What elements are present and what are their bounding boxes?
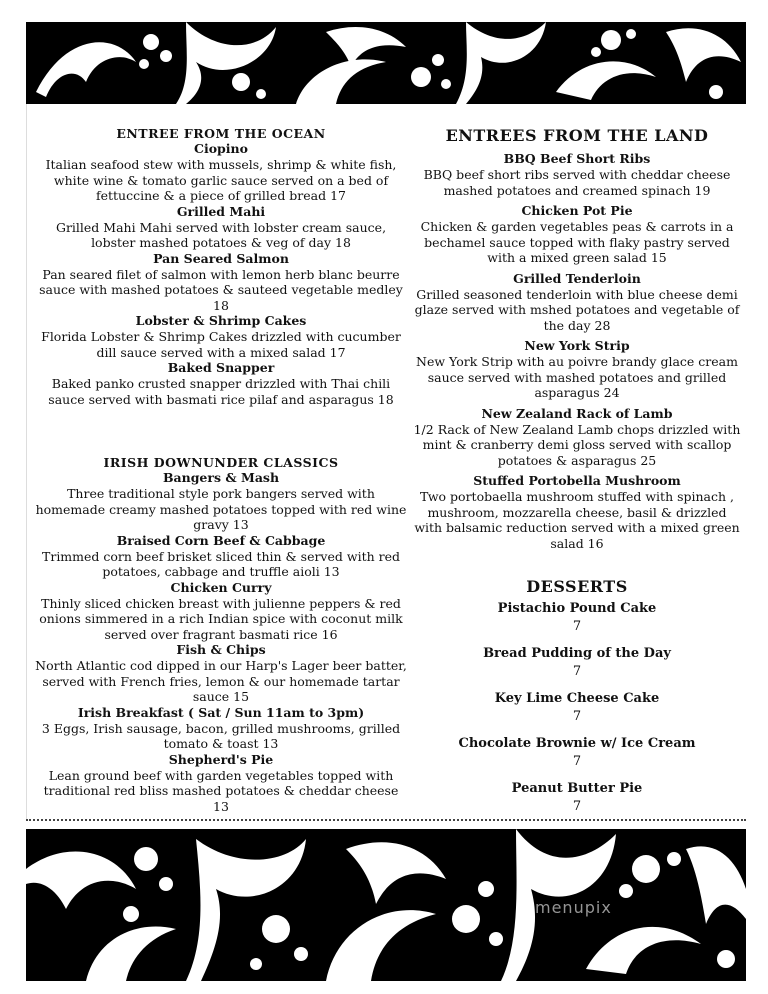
bottom-damask-banner bbox=[26, 829, 746, 981]
dessert-item bbox=[412, 735, 742, 770]
item-name: Lobster & Shrimp Cakes bbox=[135, 313, 307, 328]
item-description: Chicken & garden vegetables peas & carrots in a bechamel sauce topped with flaky pastry served with a mixed green salad 15 bbox=[420, 219, 734, 265]
dessert-item bbox=[412, 690, 742, 725]
item-name: Chicken Pot Pie bbox=[521, 203, 633, 218]
ocean-item-list bbox=[34, 141, 408, 407]
item-name: Stuffed Portobella Mushroom bbox=[473, 473, 681, 488]
item-description: Two portobaella mushroom stuffed with spinach , mushroom, mozzarella cheese, basil & drizzled with balsamic reduction served with a mixed green salad 16 bbox=[414, 489, 740, 551]
item-name: Shepherd's Pie bbox=[168, 751, 274, 767]
item-name: Braised Corn Beef & Cabbage bbox=[116, 532, 326, 548]
dessert-name: Bread Pudding of the Day bbox=[483, 646, 671, 661]
dessert-item bbox=[412, 780, 742, 815]
item-name: Bangers & Mash bbox=[162, 470, 280, 485]
menu-item bbox=[412, 338, 742, 401]
menu-item bbox=[412, 151, 742, 198]
menu-item bbox=[34, 533, 408, 580]
dessert-name: Key Lime Cheese Cake bbox=[494, 691, 660, 706]
section-spacer bbox=[34, 407, 408, 453]
menu-item bbox=[34, 470, 408, 533]
menu-item bbox=[34, 251, 408, 314]
item-description: Baked panko crusted snapper drizzled with Thai chili sauce served with basmati rice pilaf and asparagus 18 bbox=[48, 376, 394, 407]
menu-item bbox=[34, 141, 408, 204]
menu-item bbox=[34, 580, 408, 643]
menu-item bbox=[412, 473, 742, 551]
item-description: Florida Lobster & Shrimp Cakes drizzled with cucumber dill sauce served with a mixed salad 17 bbox=[41, 329, 401, 360]
item-description: Thinly sliced chicken breast with julienne peppers & red onions simmered in a rich Indian spice with coconut milk served over fragrant basmati rice 16 bbox=[39, 595, 403, 642]
dessert-name: Chocolate Brownie w/ Ice Cream bbox=[458, 736, 696, 751]
item-description: BBQ beef short ribs served with cheddar cheese mashed potatoes and creamed spinach 19 bbox=[423, 167, 731, 198]
dessert-item bbox=[412, 645, 742, 680]
menu-item bbox=[34, 204, 408, 251]
menu-item bbox=[34, 752, 408, 815]
item-name: Ciopino bbox=[194, 141, 248, 156]
item-description: North Atlantic cod dipped in our Harp's Lager beer batter, served with French fries, lemon & our homemade tartar sauce 15 bbox=[35, 658, 407, 704]
page-edge-line bbox=[26, 104, 27, 819]
dessert-price: 7 bbox=[572, 664, 582, 679]
item-description: Trimmed corn beef brisket sliced thin & served with red potatoes, cabbage and truffle aioli 13 bbox=[42, 548, 400, 579]
left-column bbox=[34, 124, 408, 814]
item-description: Grilled Mahi Mahi served with lobster cream sauce, lobster mashed potatoes & veg of day 18 bbox=[55, 219, 387, 250]
dessert-price: 7 bbox=[572, 619, 582, 634]
dessert-item bbox=[412, 600, 742, 635]
dessert-price: 7 bbox=[572, 799, 582, 814]
item-name: Baked Snapper bbox=[167, 360, 275, 375]
item-description: Italian seafood stew with mussels, shrimp & white fish, white wine & tomato garlic sauce served on a bed of fettuccine & a piece of grilled bread 17 bbox=[45, 157, 397, 203]
menu-item bbox=[412, 406, 742, 469]
dessert-price: 7 bbox=[572, 709, 582, 724]
right-column bbox=[412, 124, 742, 815]
item-description: Three traditional style pork bangers served with homemade creamy mashed potatoes topped with red wine gravy 13 bbox=[35, 486, 407, 532]
menu-item bbox=[34, 360, 408, 407]
dessert-list bbox=[412, 600, 742, 815]
menu-item bbox=[34, 705, 408, 752]
item-name: Irish Breakfast ( Sat / Sun 11am to 3pm) bbox=[77, 704, 365, 720]
desserts-section-title: DESSERTS bbox=[526, 577, 628, 596]
damask-pattern-top bbox=[26, 22, 746, 104]
menu-item bbox=[34, 642, 408, 705]
item-description: Pan seared filet of salmon with lemon herb blanc beurre sauce with mashed potatoes & sauteed vegetable medley 18 bbox=[39, 266, 403, 313]
item-description: Lean ground beef with garden vegetables topped with traditional red bliss mashed potatoes & cheddar cheese 13 bbox=[43, 767, 399, 814]
ocean-section-title: ENTREE FROM THE OCEAN bbox=[116, 126, 326, 141]
item-name: Grilled Tenderloin bbox=[513, 270, 641, 286]
item-name: BBQ Beef Short Ribs bbox=[503, 151, 651, 166]
irish-item-list bbox=[34, 470, 408, 814]
item-description: Grilled seasoned tenderloin with blue cheese demi glaze served with mshed potatoes and vegetable of the day 28 bbox=[414, 286, 740, 333]
land-section-title: ENTREES FROM THE LAND bbox=[445, 126, 709, 145]
menu-item bbox=[412, 271, 742, 334]
item-name: New Zealand Rack of Lamb bbox=[481, 405, 673, 421]
damask-pattern-bottom bbox=[26, 829, 746, 981]
item-name: Chicken Curry bbox=[170, 579, 272, 595]
section-spacer bbox=[412, 551, 742, 575]
irish-section-title: IRISH DOWNUNDER CLASSICS bbox=[103, 455, 339, 470]
item-description: 3 Eggs, Irish sausage, bacon, grilled mushrooms, grilled tomato & toast 13 bbox=[41, 720, 401, 751]
dessert-price: 7 bbox=[572, 754, 582, 769]
item-name: Fish & Chips bbox=[176, 642, 266, 657]
dessert-name: Peanut Butter Pie bbox=[511, 781, 643, 796]
item-name: New York Strip bbox=[524, 338, 630, 353]
item-name: Grilled Mahi bbox=[176, 203, 266, 219]
item-name: Pan Seared Salmon bbox=[153, 250, 289, 266]
menu-item bbox=[412, 203, 742, 266]
menu-item bbox=[34, 313, 408, 360]
top-damask-banner bbox=[26, 22, 746, 104]
item-description: New York Strip with au poivre brandy glace cream sauce served with mashed potatoes and grilled asparagus 24 bbox=[416, 354, 738, 400]
menupix-watermark: menupix bbox=[535, 898, 612, 917]
land-item-list bbox=[412, 151, 742, 551]
dotted-divider bbox=[26, 819, 746, 821]
dessert-name: Pistachio Pound Cake bbox=[497, 601, 657, 616]
item-description: 1/2 Rack of New Zealand Lamb chops drizzled with mint & cranberry demi gloss served with scallop potatoes & asparagus 25 bbox=[413, 421, 741, 468]
